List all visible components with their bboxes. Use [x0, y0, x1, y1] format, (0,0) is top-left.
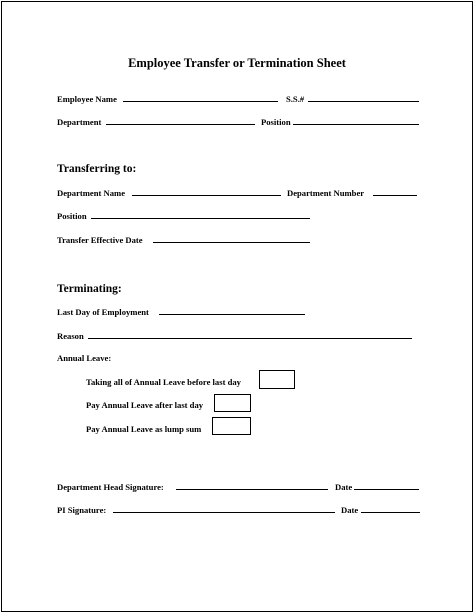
- employee-name-field[interactable]: [123, 101, 278, 102]
- dept-name-label: Department Name: [57, 188, 126, 198]
- leave-option-3-label: Pay Annual Leave as lump sum: [86, 424, 202, 434]
- date-1-field[interactable]: [354, 489, 419, 490]
- date-2-field[interactable]: [361, 512, 420, 513]
- dept-head-signature-field[interactable]: [176, 489, 328, 490]
- form-title: Employee Transfer or Termination Sheet: [128, 56, 346, 70]
- ssn-label: S.S.#: [286, 94, 305, 104]
- dept-number-field[interactable]: [373, 195, 417, 196]
- position-field[interactable]: [293, 124, 419, 125]
- dept-name-field[interactable]: [132, 195, 281, 196]
- leave-option-2-checkbox[interactable]: [214, 394, 251, 412]
- dept-head-signature-label: Department Head Signature:: [57, 482, 164, 492]
- pi-signature-field[interactable]: [113, 512, 335, 513]
- date-1-label: Date: [335, 482, 353, 492]
- leave-option-2-label: Pay Annual Leave after last day: [86, 400, 204, 410]
- annual-leave-label: Annual Leave:: [57, 353, 112, 363]
- transfer-position-label: Position: [57, 211, 87, 221]
- date-2-label: Date: [341, 505, 359, 515]
- transfer-position-field[interactable]: [91, 218, 310, 219]
- department-label: Department: [57, 117, 102, 127]
- employee-name-label: Employee Name: [57, 94, 117, 104]
- terminating-heading: Terminating:: [57, 283, 122, 295]
- leave-option-1-checkbox[interactable]: [259, 370, 295, 389]
- form-page: [1, 1, 473, 612]
- pi-signature-label: PI Signature:: [57, 505, 107, 515]
- department-field[interactable]: [106, 124, 255, 125]
- last-day-field[interactable]: [159, 314, 305, 315]
- ssn-field[interactable]: [308, 101, 419, 102]
- transfer-date-label: Transfer Effective Date: [57, 235, 143, 245]
- leave-option-1-label: Taking all of Annual Leave before last day: [86, 377, 241, 387]
- dept-number-label: Department Number: [287, 188, 365, 198]
- position-label: Position: [261, 117, 291, 127]
- transferring-heading: Transferring to:: [57, 163, 137, 175]
- reason-field[interactable]: [88, 338, 412, 339]
- reason-label: Reason: [57, 331, 84, 341]
- last-day-label: Last Day of Employment: [57, 307, 149, 317]
- transfer-date-field[interactable]: [153, 242, 310, 243]
- leave-option-3-checkbox[interactable]: [212, 417, 251, 435]
